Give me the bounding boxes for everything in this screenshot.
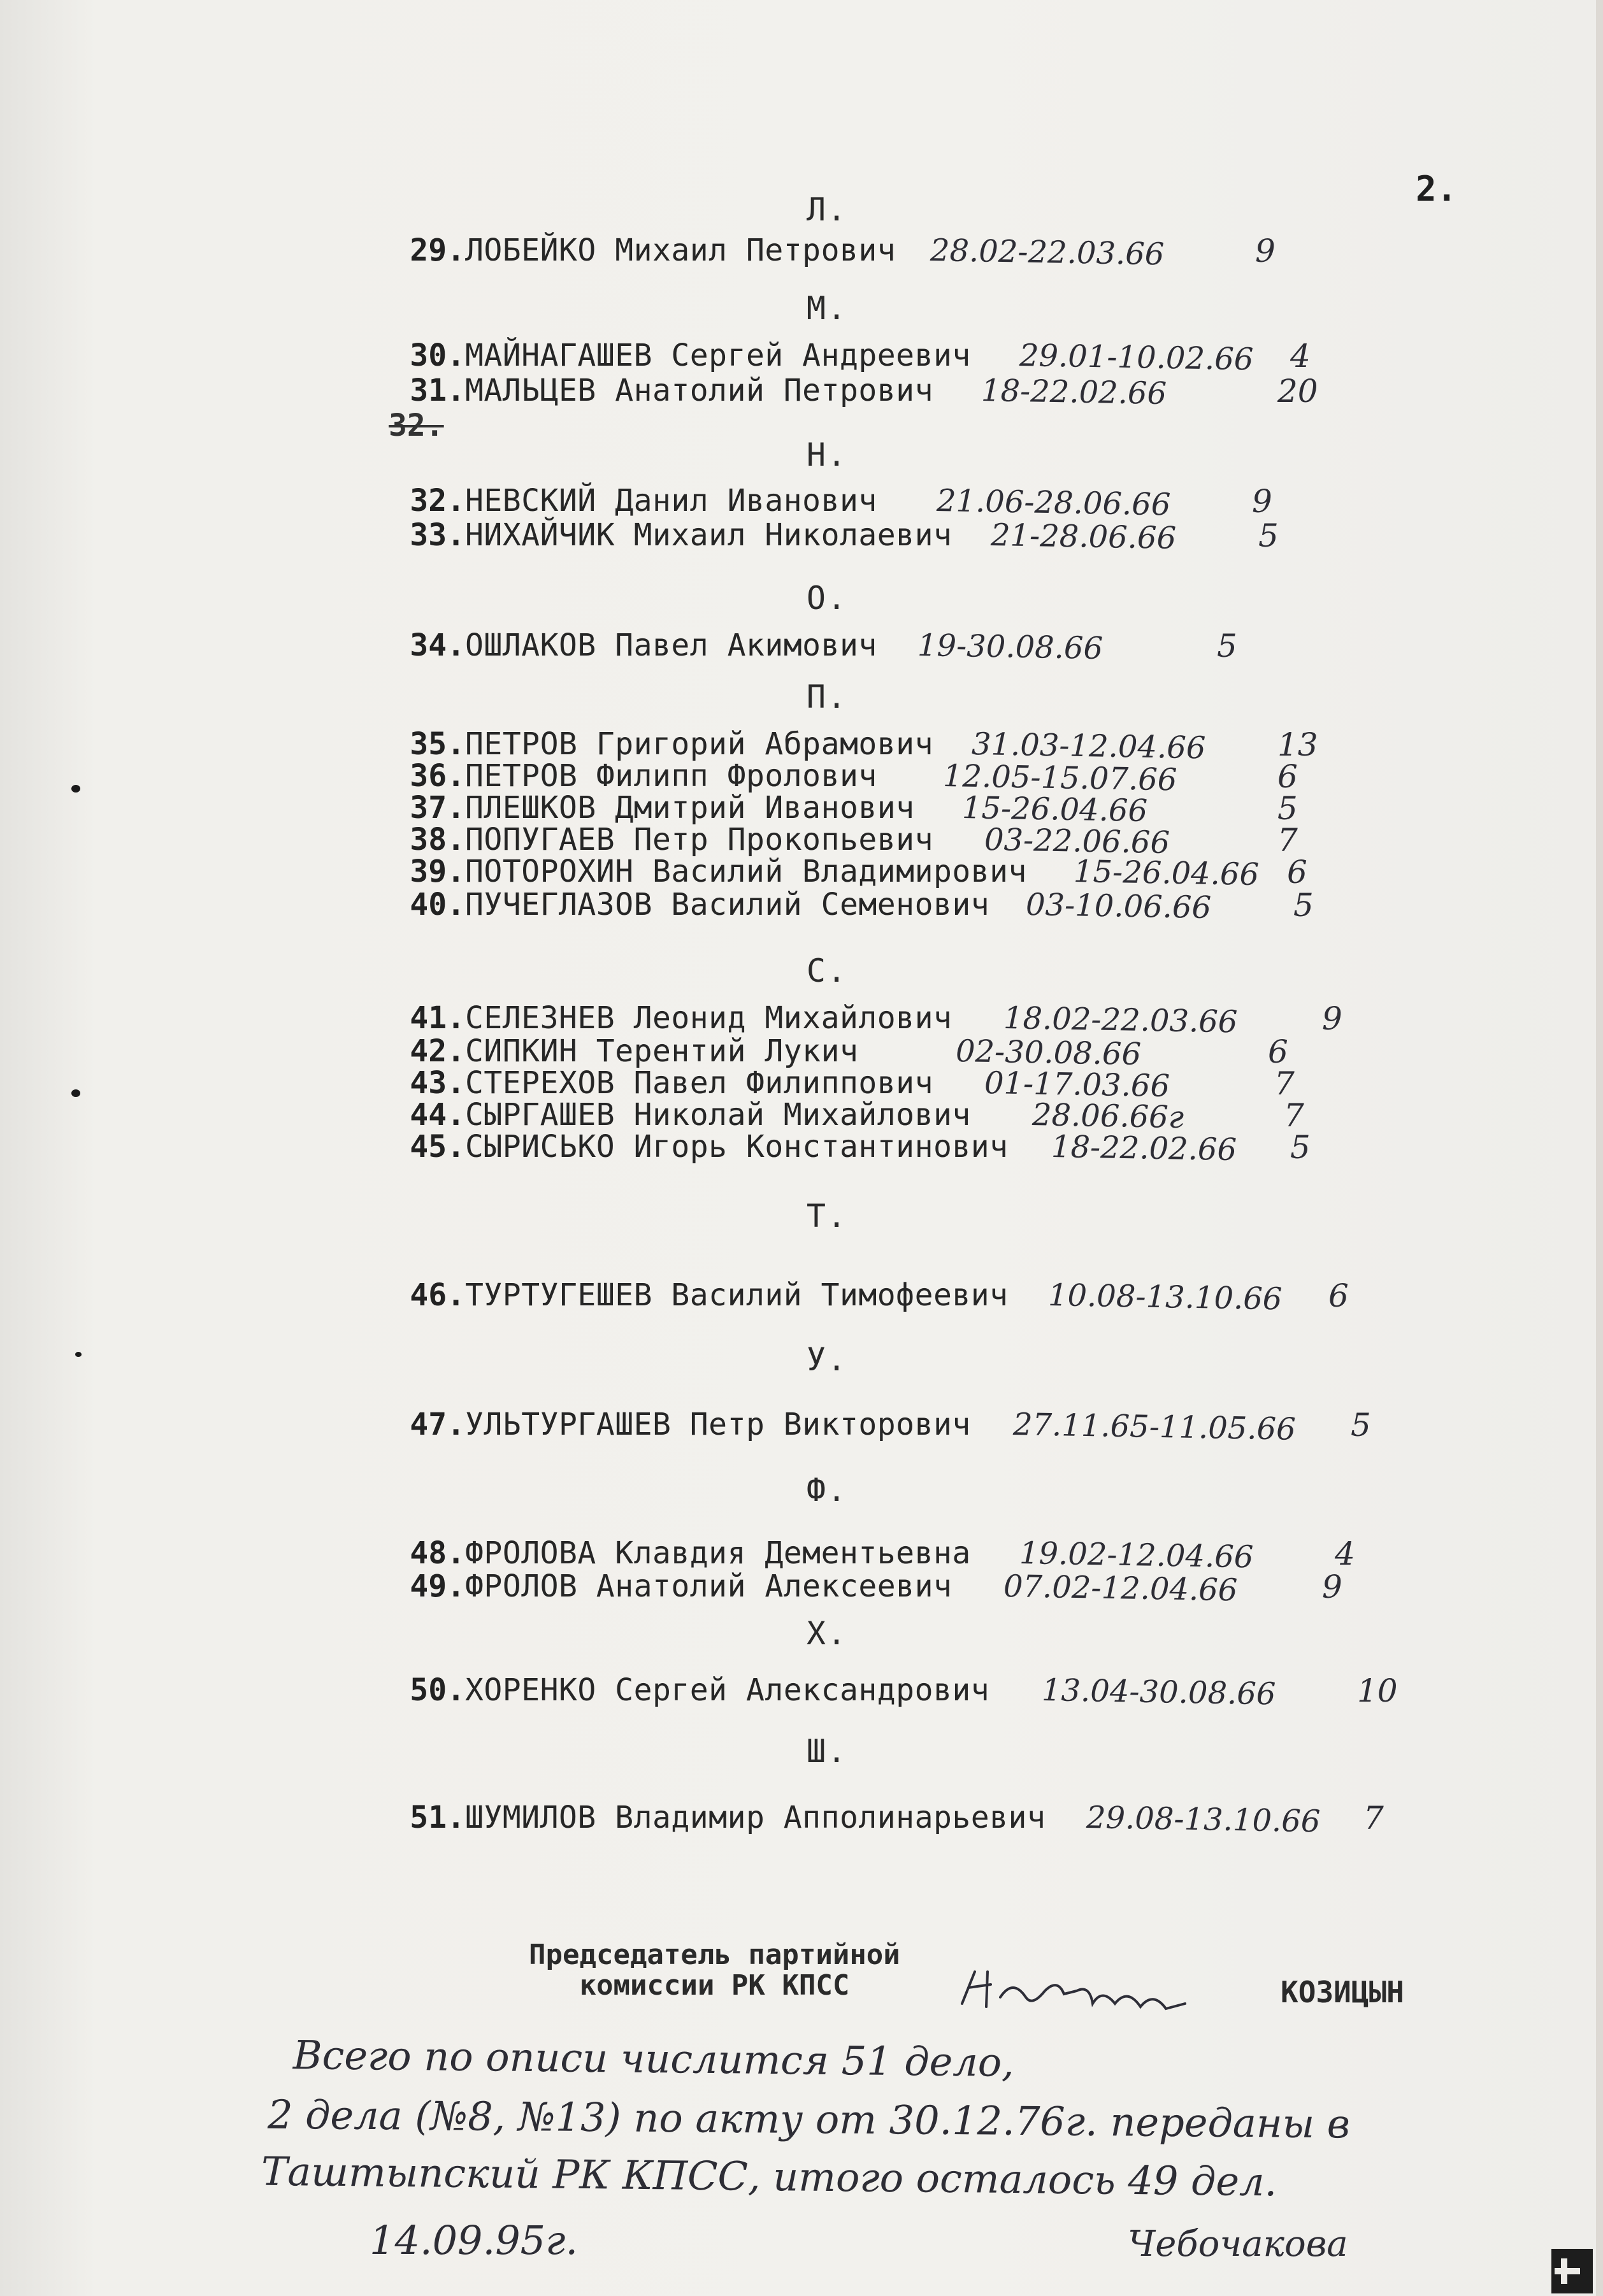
handwritten-note-line: Таштыпский РК КПСС, итого осталось 49 дел. — [261, 2148, 1277, 2206]
entry-count: 5 — [1351, 1407, 1371, 1444]
entry-dates: 28.02-22.03.66 — [930, 233, 1165, 273]
entry-number: 29. — [410, 233, 465, 268]
entry-dates: 07.02-12.04.66 — [1003, 1568, 1238, 1609]
entry-number: 46. — [410, 1277, 465, 1313]
entry-count: 9 — [1252, 483, 1272, 520]
entry-count: 10 — [1357, 1672, 1398, 1709]
entry-number: 48. — [410, 1535, 465, 1571]
section-letter: Ш. — [806, 1733, 848, 1770]
entry-dates: 18.02-22.03.66 — [1003, 1000, 1238, 1040]
entry-dates: 21.06-28.06.66 — [936, 483, 1171, 523]
list-item — [0, 1277, 1603, 1322]
entry-number: 38. — [410, 822, 465, 857]
entry-count: 5 — [1258, 517, 1279, 554]
entry-number: 31. — [410, 373, 465, 408]
entry-count: 5 — [1217, 628, 1237, 664]
entry-number: 43. — [410, 1065, 465, 1101]
handwritten-note-line: 2 дела (№8, №13) по акту от 30.12.76г. переданы в — [267, 2091, 1351, 2148]
entry-count: 20 — [1277, 373, 1318, 410]
list-item — [0, 233, 1603, 277]
entry-count: 5 — [1277, 790, 1298, 827]
entry-count: 6 — [1287, 854, 1307, 891]
entry-dates: 13.04-30.08.66 — [1041, 1672, 1276, 1712]
entry-name: ОШЛАКОВ Павел Акимович — [465, 628, 877, 663]
section-letter: У. — [806, 1341, 848, 1378]
entry-count: 7 — [1284, 1097, 1304, 1134]
signature-title-line: Председатель партийной — [529, 1939, 900, 1971]
signer-name: КОЗИЦЫН — [1281, 1975, 1404, 2009]
entry-number: 39. — [410, 854, 465, 889]
entry-number: 49. — [410, 1568, 465, 1604]
entry-name: МАЙНАГАШЕВ Сергей Андреевич — [465, 338, 971, 373]
entry-dates: 12.05-15.07.66 — [942, 758, 1177, 798]
entry-dates: 29.01-10.02.66 — [1019, 338, 1254, 378]
entry-count: 5 — [1293, 887, 1314, 924]
corner-stamp-icon — [1529, 2230, 1593, 2293]
entry-number: 50. — [410, 1672, 465, 1708]
section-letter: Н. — [806, 436, 848, 473]
section-letter: Ф. — [806, 1472, 848, 1509]
entry-count: 5 — [1290, 1129, 1311, 1166]
entry-dates: 01-17.03.66 — [984, 1065, 1170, 1105]
entry-name: НИХАЙЧИК Михаил Николаевич — [465, 517, 952, 553]
entry-name: ПЕТРОВ Филипп Фролович — [465, 758, 877, 794]
entry-name: СИПКИН Терентий Лукич — [465, 1033, 859, 1069]
entry-dates: 21-28.06.66 — [990, 517, 1177, 557]
entry-dates: 27.11.65-11.05.66 — [1012, 1407, 1297, 1447]
signature-title — [529, 1940, 900, 2001]
entry-count: 9 — [1322, 1000, 1342, 1037]
page-number: 2. — [1416, 169, 1458, 209]
entry-name: СТЕРЕХОВ Павел Филиппович — [465, 1065, 933, 1101]
entry-dates: 19-30.08.66 — [917, 628, 1103, 667]
list-item — [0, 517, 1603, 562]
entry-number: 47. — [410, 1407, 465, 1442]
entry-number: 42. — [410, 1033, 465, 1069]
section-letter: Т. — [806, 1198, 848, 1235]
entry-name: СЫРИСЬКО Игорь Константинович — [465, 1129, 1009, 1165]
entry-dates: 03-22.06.66 — [984, 822, 1170, 861]
entry-dates: 15-26.04.66 — [1073, 854, 1260, 893]
entry-name: ЛОБЕЙКО Михаил Петрович — [465, 233, 896, 268]
section-letter: Х. — [806, 1615, 848, 1652]
entry-name: УЛЬТУРГАШЕВ Петр Викторович — [465, 1407, 971, 1442]
entry-count: 6 — [1277, 758, 1298, 795]
entry-dates: 31.03-12.04.66 — [971, 726, 1206, 766]
section-letter: О. — [806, 580, 848, 617]
section-letter: С. — [806, 952, 848, 989]
section-letter: М. — [806, 290, 848, 327]
entry-name: ПУЧЕГЛАЗОВ Василий Семенович — [465, 887, 990, 922]
entry-name: ПОТОРОХИН Василий Владимирович — [465, 854, 1027, 889]
entry-name: ПЕТРОВ Григорий Абрамович — [465, 726, 933, 762]
signature-title-line: комиссии РК КПСС — [579, 1969, 850, 2002]
handwritten-note-date: 14.09.95г. — [370, 2217, 579, 2264]
entry-count: 9 — [1255, 233, 1276, 269]
entry-number: 40. — [410, 887, 465, 922]
entry-count: 6 — [1268, 1033, 1288, 1070]
entry-dates: 18-22.02.66 — [981, 373, 1167, 412]
entry-number: 37. — [410, 790, 465, 826]
entry-dates: 19.02-12.04.66 — [1019, 1535, 1254, 1575]
list-item — [0, 628, 1603, 672]
entry-count: 7 — [1363, 1800, 1384, 1837]
entry-dates: 15-26.04.66 — [961, 790, 1148, 829]
entry-count: 6 — [1328, 1277, 1349, 1314]
list-item — [0, 1407, 1603, 1451]
entry-name: МАЛЬЦЕВ Анатолий Петрович — [465, 373, 933, 408]
entry-name: ШУМИЛОВ Владимир Апполинарьевич — [465, 1800, 1046, 1835]
entry-number: 33. — [410, 517, 465, 553]
entry-name: СЕЛЕЗНЕВ Леонид Михайлович — [465, 1000, 952, 1036]
entry-number: 35. — [410, 726, 465, 762]
entry-count: 4 — [1335, 1535, 1355, 1572]
entry-number: 34. — [410, 628, 465, 663]
list-item — [0, 1800, 1603, 1844]
entry-dates: 02-30.08.66 — [955, 1033, 1142, 1073]
entry-name: ФРОЛОВ Анатолий Алексеевич — [465, 1568, 952, 1604]
list-item — [0, 1568, 1603, 1613]
clerk-signature: Чебочакова — [1128, 2223, 1348, 2265]
list-item — [0, 1129, 1603, 1173]
entry-name: ФРОЛОВА Клавдия Дементьевна — [465, 1535, 971, 1571]
entry-count: 7 — [1274, 1065, 1295, 1102]
entry-name: ТУРТУГЕШЕВ Василий Тимофеевич — [465, 1277, 1009, 1313]
entry-dates: 10.08-13.10.66 — [1047, 1277, 1283, 1317]
entry-number: 41. — [410, 1000, 465, 1036]
entry-number: 32. — [410, 483, 465, 519]
entry-dates: 29.08-13.10.66 — [1086, 1800, 1321, 1840]
entry-count: 7 — [1277, 822, 1298, 859]
entry-dates: 03-10.06.66 — [1025, 887, 1212, 926]
entry-name: НЕВСКИЙ Данил Иванович — [465, 483, 877, 519]
entry-name: СЫРГАШЕВ Николай Михайлович — [465, 1097, 971, 1133]
entry-name: ПОПУГАЕВ Петр Прокопьевич — [465, 822, 933, 857]
entry-number: 51. — [410, 1800, 465, 1835]
entry-dates: 18-22.02.66 — [1051, 1129, 1237, 1168]
entry-number: 36. — [410, 758, 465, 794]
entry-name: ХОРЕНКО Сергей Александрович — [465, 1672, 990, 1708]
entry-dates: 28.06.66г — [1032, 1097, 1184, 1136]
entry-count: 4 — [1290, 338, 1311, 375]
entry-count: 13 — [1277, 726, 1318, 763]
entry-number: 30. — [410, 338, 465, 373]
handwritten-note-line: Всего по описи числится 51 дело, — [292, 2032, 1015, 2086]
entry-number: 45. — [410, 1129, 465, 1165]
handwritten-signature — [956, 1959, 1211, 2029]
entry-number: 44. — [410, 1097, 465, 1133]
struck-number: 32. — [389, 408, 444, 443]
section-letter: Л. — [806, 191, 848, 228]
entry-name: ПЛЕШКОВ Дмитрий Иванович — [465, 790, 915, 826]
list-item — [0, 887, 1603, 931]
list-item — [0, 1672, 1603, 1717]
section-letter: П. — [806, 678, 848, 715]
entry-count: 9 — [1322, 1568, 1342, 1605]
